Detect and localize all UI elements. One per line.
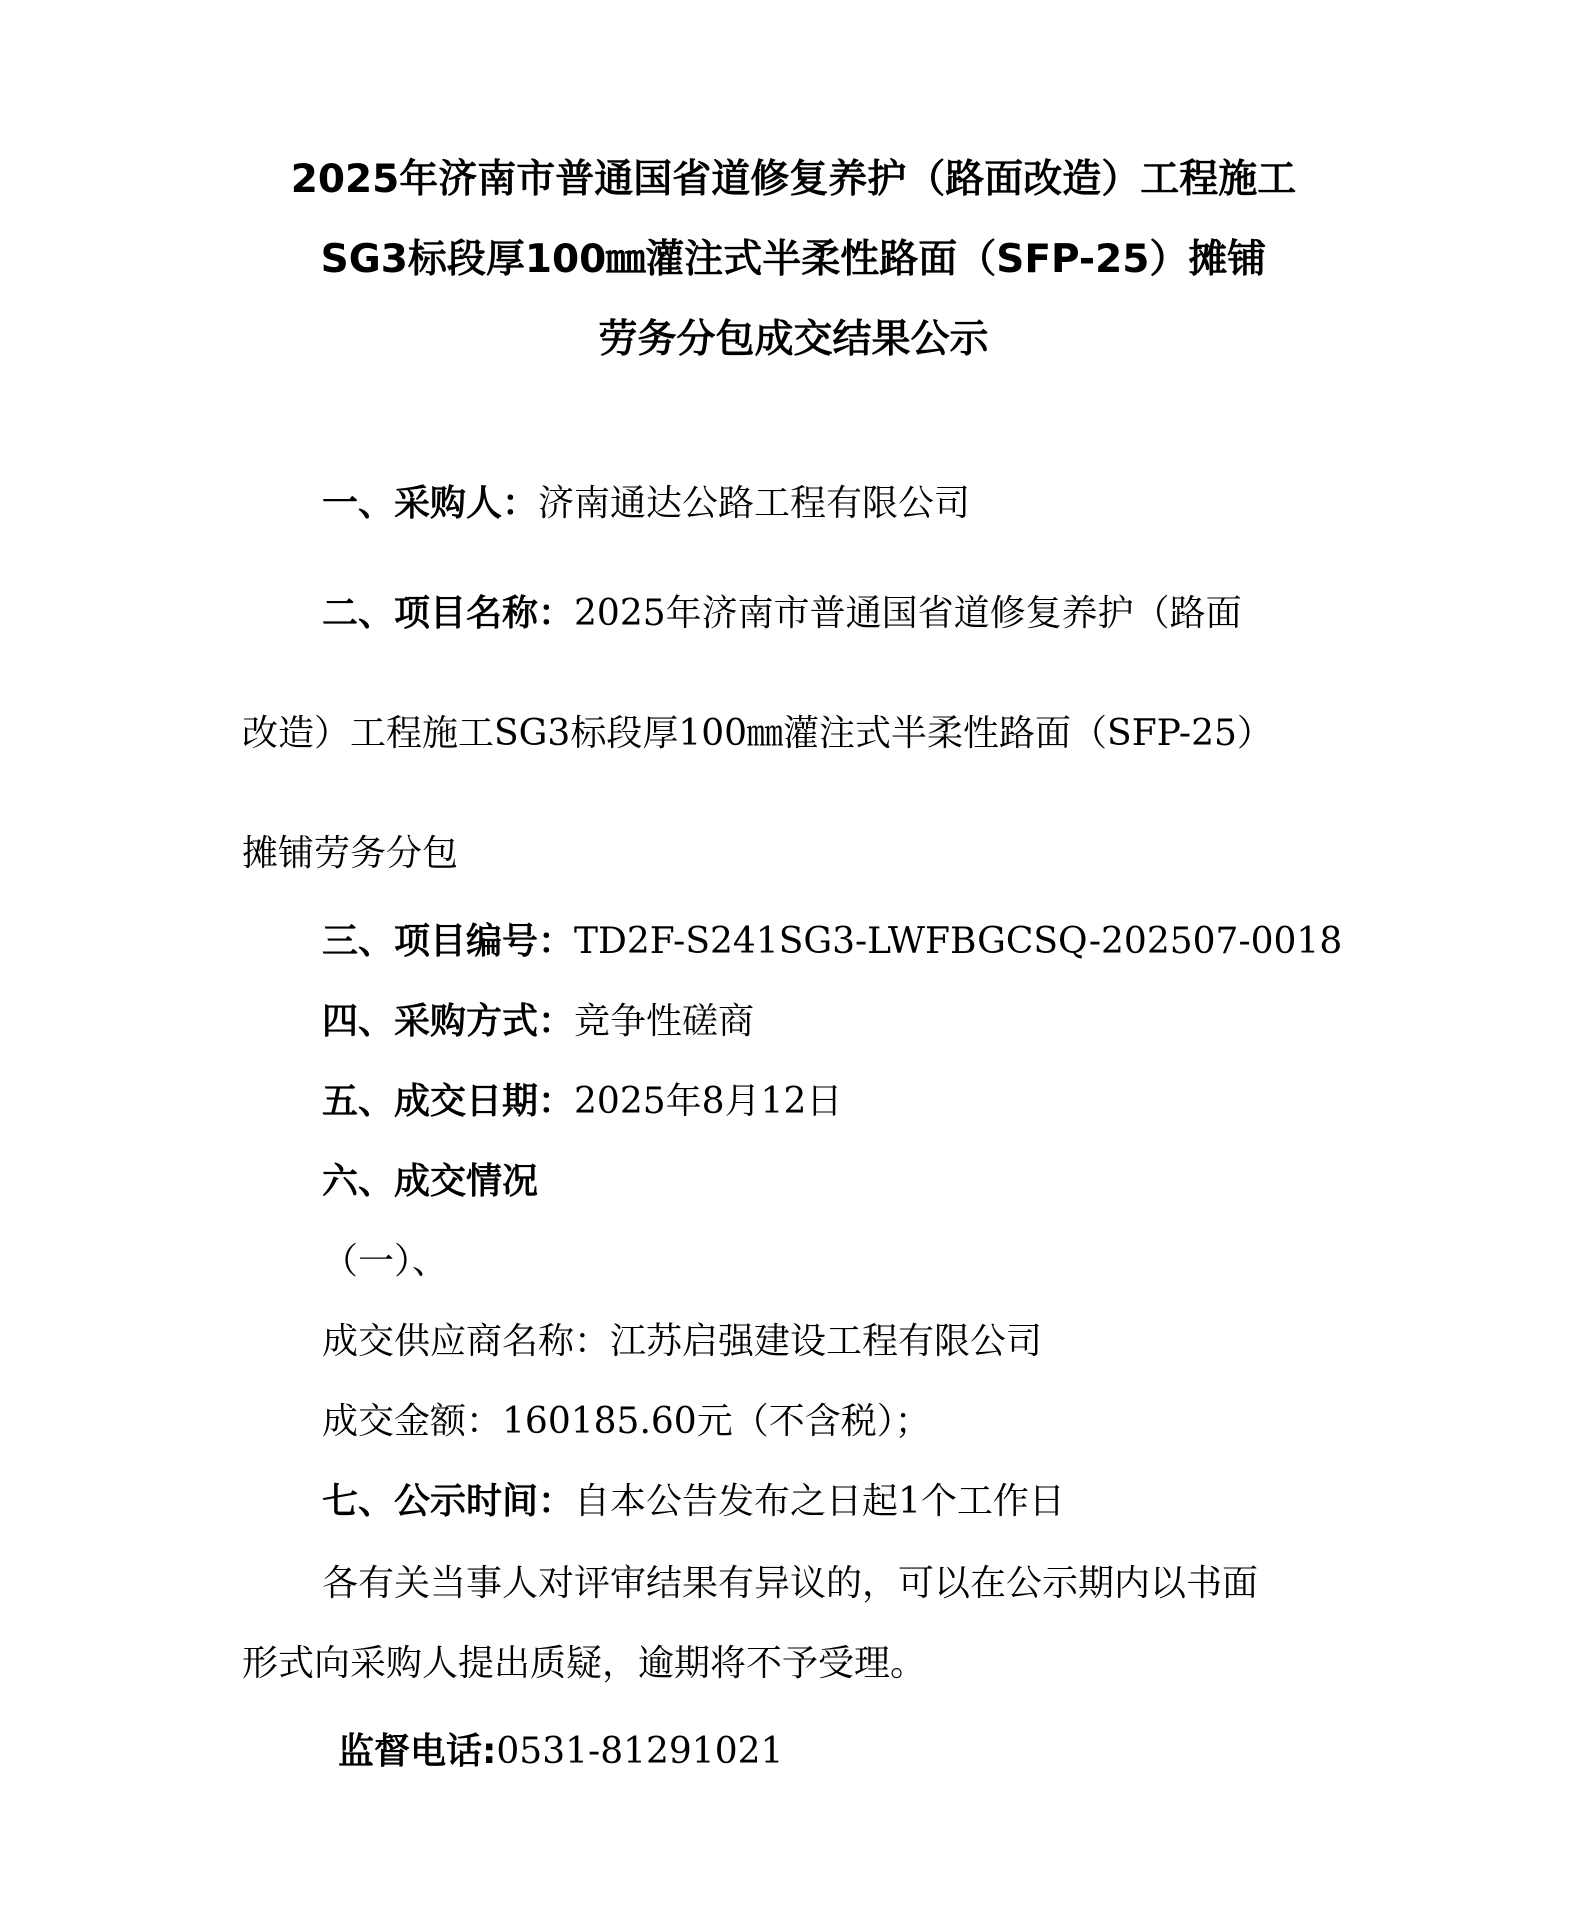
project-no-value: TD2F-S241SG3-LWFBGCSQ-202507-0018: [574, 921, 1343, 962]
objection-notice-line-2: 形式向采购人提出质疑，逾期将不予受理。: [242, 1643, 927, 1684]
title-line-2: SG3标段厚100㎜灌注式半柔性路面（SFP-25）摊铺: [320, 237, 1267, 282]
amount-value: 160185.60元（不含税）；: [502, 1401, 931, 1442]
supplier-row: [322, 1318, 1042, 1366]
procurement-method-label: 四、采购方式：: [322, 1001, 575, 1042]
project-name-label: 二、项目名称：: [322, 593, 575, 634]
purchaser-row: [322, 480, 970, 528]
procurement-method-row: [322, 998, 754, 1046]
deal-status-row: [322, 1158, 538, 1206]
supervision-phone-label: 监督电话:: [338, 1731, 497, 1772]
title-line-3: 劳务分包成交结果公示: [598, 317, 989, 362]
project-no-row: [322, 918, 1342, 966]
supplier-label: 成交供应商名称：: [322, 1321, 611, 1362]
objection-notice-line-1: 各有关当事人对评审结果有异议的，可以在公示期内以书面: [322, 1563, 1259, 1604]
amount-row: [322, 1398, 931, 1446]
supervision-phone-row: [338, 1728, 783, 1776]
supervision-phone-value: 0531-81291021: [496, 1731, 784, 1772]
project-name-value-line-2: 改造）工程施工SG3标段厚100㎜灌注式半柔性路面（SFP-25）: [242, 713, 1273, 754]
publicity-period-row: [322, 1478, 1065, 1526]
deal-status-label: 六、成交情况: [322, 1161, 539, 1202]
procurement-method-value: 竞争性磋商: [574, 1001, 755, 1042]
publicity-period-value: 自本公告发布之日起1个工作日: [574, 1481, 1065, 1522]
purchaser-value: 济南通达公路工程有限公司: [538, 483, 971, 524]
item-1-heading: （一）、: [322, 1241, 449, 1282]
project-no-label: 三、项目编号：: [322, 921, 575, 962]
purchaser-label: 一、采购人：: [322, 483, 539, 524]
deal-date-row: [322, 1078, 842, 1126]
deal-date-label: 五、成交日期：: [322, 1081, 575, 1122]
project-name-value-line-3: 摊铺劳务分包: [242, 833, 459, 874]
publicity-period-label: 七、公示时间：: [322, 1481, 575, 1522]
deal-date-value: 2025年8月12日: [574, 1081, 843, 1122]
title-line-1: 2025年济南市普通国省道修复养护（路面改造）工程施工: [290, 157, 1297, 202]
project-name-value-line-1: 2025年济南市普通国省道修复养护（路面: [574, 593, 1242, 634]
amount-label: 成交金额：: [322, 1401, 503, 1442]
supplier-value: 江苏启强建设工程有限公司: [610, 1321, 1043, 1362]
project-name-row: [322, 590, 1242, 638]
